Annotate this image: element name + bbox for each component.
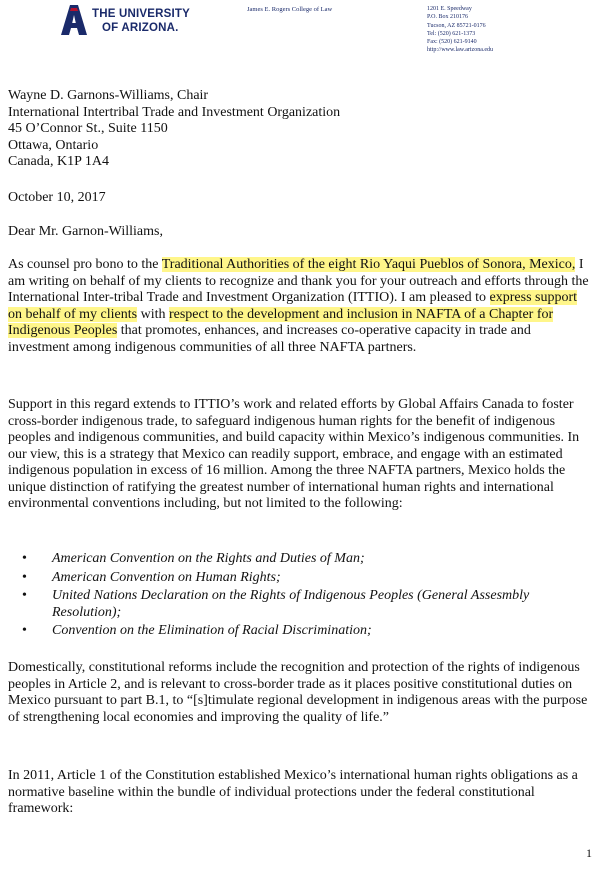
list-item: • Convention on the Elimination of Racial Discrimination; (22, 623, 582, 640)
paragraph-1: As counsel pro bono to the Traditional Authorities of the eight Rio Yaqui Pueblos of Sonora, Mexico, I am writing on behalf of my clients to recognize and thank you for your outreach and efforts through the International Inter-tribal Trade and Investment Organization (ITTIO). I am pleased to express support on behalf of my clients with respect to the development and inclusion in NAFTA of a Chapter for Indigenous Peoples that promotes, enhances, and increases co-operative capacity in trade and investment among indigenous communities of all three NAFTA partners. (8, 257, 589, 355)
list-item: • American Convention on Human Rights; (22, 570, 582, 587)
paragraph-3: Domestically, constitutional reforms include the recognition and protection of the rights of indigenous peoples in Article 2, and is relevant to cross-border trade as it places positive constitutional duties on Mexico pursuant to part B.1, to “[s]timulate regional development in indigenous areas with the purpose of strengthening local economies and improving the quality of life.” (8, 660, 588, 725)
college-address: 1201 E. Speedway P.O. Box 210176 Tucson, AZ 85721-0176 Tel: (520) 621-1373 Fax: (520) 621-9140 http://www.law.arizona.edu (427, 6, 494, 54)
paragraph-4: In 2011, Article 1 of the Constitution established Mexico’s international human rights obligations as a normative baseline within the bundle of individual protections under the federal constitutional framework: (8, 768, 578, 816)
university-name: THE UNIVERSITY OF ARIZONA. (92, 8, 191, 34)
college-name: James E. Rogers College of Law (247, 6, 333, 13)
salutation: Dear Mr. Garnon-Williams, (8, 224, 163, 239)
highlight-clients: Traditional Authorities of the eight Rio Yaqui Pueblos of Sonora, Mexico, (161, 257, 576, 272)
page-number: 1 (586, 846, 592, 860)
list-item: • United Nations Declaration on the Rights of Indigenous Peoples (General Assesmbly Resolution); (22, 588, 582, 621)
paragraph-2: Support in this regard extends to ITTIO’s work and related efforts by Global Affairs Canada to foster cross-border indigenous trade, to safeguard indigenous human rights for the benefit of indigenous peoples and indigenous communities, and build capacity within Mexico’s indigenous communities. In our view, this is a strategy that Mexico can readily support, embrace, and engage with an estimated indigenous population in excess of 16 million. Among the three NAFTA partners, Mexico holds the unique distinction of ratifying the greatest number of international human rights and international environmental conventions including, but not limited to the following: (8, 397, 580, 511)
list-item: • American Convention on the Rights and Duties of Man; (22, 551, 582, 568)
highlight-support: express support on behalf of my clients (8, 290, 578, 322)
block-a-logo-icon (60, 4, 88, 36)
recipient-address: Wayne D. Garnons-Williams, Chair International Intertribal Trade and Investment Organization 45 O’Connor St., Suite 1150 Ottawa, Ontario Canada, K1P 1A4 (8, 88, 341, 169)
highlight-nafta-chapter: respect to the development and inclusion in NAFTA of a Chapter for Indigenous Peoples (8, 306, 554, 338)
university-logo (60, 4, 191, 40)
letter-date: October 10, 2017 (8, 190, 106, 205)
conventions-list (22, 551, 582, 642)
